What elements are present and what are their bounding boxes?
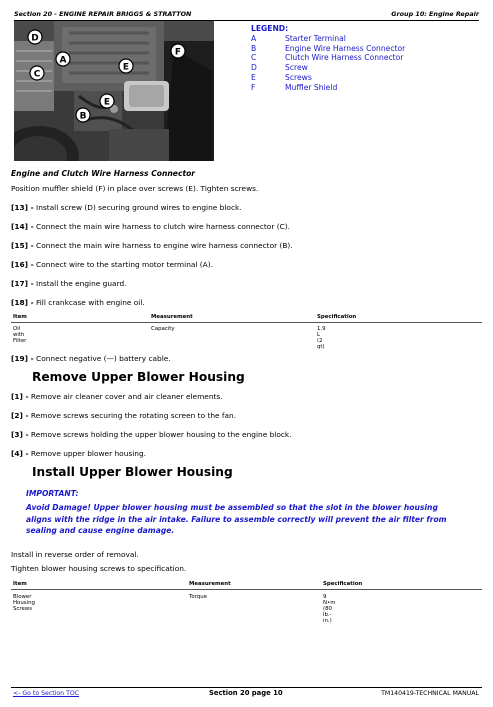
step-number: [4] - xyxy=(11,449,29,458)
legend xyxy=(251,24,405,93)
heading-remove-blower-housing: Remove Upper Blower Housing xyxy=(32,370,245,384)
legend-key: F xyxy=(251,82,256,92)
legend-label: Screws xyxy=(285,72,312,82)
step-text: Connect wire to the starting motor terminal (A). xyxy=(33,260,213,269)
col-header-item: Item xyxy=(13,314,27,320)
go-to-section-toc-link[interactable]: <- Go to Section TOC xyxy=(13,690,80,697)
legend-label: Engine Wire Harness Connector xyxy=(285,43,406,53)
legend-title: LEGEND: xyxy=(251,24,289,33)
col-header-specification: Specification xyxy=(317,314,357,320)
step-text: Remove screws securing the rotating screen to the fan. xyxy=(28,411,237,420)
step-number: [16] - xyxy=(11,260,34,269)
remove-step-4 xyxy=(11,449,146,458)
step-16 xyxy=(11,260,213,269)
legend-key: A xyxy=(251,33,257,43)
remove-step-3 xyxy=(11,430,292,439)
important-label: IMPORTANT: xyxy=(26,489,79,498)
callout-b: B xyxy=(79,111,87,122)
legend-item xyxy=(251,44,405,54)
col-header-specification: Specification xyxy=(323,581,363,587)
remove-step-2 xyxy=(11,411,236,420)
step-number: [19] - xyxy=(11,354,34,363)
step-text: Remove air cleaner cover and air cleaner elements. xyxy=(28,392,223,401)
legend-item xyxy=(251,73,405,83)
legend-label: Clutch Wire Harness Connector xyxy=(285,53,404,63)
legend-key: B xyxy=(251,43,257,53)
legend-label: Starter Terminal xyxy=(285,33,346,43)
install-line-1: Install in reverse order of removal. xyxy=(11,550,139,559)
col-header-measurement: Measurement xyxy=(189,581,231,587)
cell-specification-alt: (80 lb.-in.) xyxy=(323,606,332,624)
step-number: [17] - xyxy=(11,279,34,288)
step-number: [18] - xyxy=(11,298,34,307)
callout-c: C xyxy=(33,69,41,80)
step-14 xyxy=(11,222,290,231)
damage-warning: Avoid Damage! Upper blower housing must be assembled so that the slot in the blower housing aligns with the ridge in the air intake. Failure to assemble correctly will prevent the air filter from sealing and cause engine damage. xyxy=(26,503,447,535)
col-header-item: Item xyxy=(13,581,27,587)
legend-key: E xyxy=(251,72,256,82)
step-13 xyxy=(11,203,242,212)
group-title: Group 10: Engine Repair xyxy=(391,10,479,18)
step-18 xyxy=(11,298,145,307)
cell-item: Oil with Filter xyxy=(13,326,27,344)
step-text: Install screw (D) securing ground wires to engine block. xyxy=(33,203,242,212)
cell-measurement: Capacity xyxy=(151,326,175,332)
callout-d: D xyxy=(31,33,39,44)
cell-specification-alt: (2 qt) xyxy=(317,338,325,350)
step-number: [13] - xyxy=(11,203,34,212)
cell-specification: 9 N•m xyxy=(323,594,336,606)
legend-item xyxy=(251,63,405,73)
callout-e-2: E xyxy=(103,97,111,108)
engine-photo xyxy=(14,21,214,161)
step-text: Connect negative (—) battery cable. xyxy=(33,354,171,363)
step-text: Remove upper blower housing. xyxy=(28,449,147,458)
step-text: Fill crankcase with engine oil. xyxy=(33,298,145,307)
legend-key: C xyxy=(251,53,257,63)
callout-e-1: E xyxy=(122,62,130,73)
legend-item xyxy=(251,53,405,63)
table-rule xyxy=(11,589,482,590)
col-header-measurement: Measurement xyxy=(151,314,193,320)
step-text: Connect the main wire harness to clutch wire harness connector (C). xyxy=(33,222,290,231)
callout-f: F xyxy=(174,47,182,58)
manual-id: TM140419-TECHNICAL MANUAL xyxy=(381,690,479,697)
remove-step-1 xyxy=(11,392,223,401)
step-number: [2] - xyxy=(11,411,29,420)
step-19 xyxy=(11,354,171,363)
cell-item: Blower Housing Screws xyxy=(13,594,35,612)
step-number: [15] - xyxy=(11,241,34,250)
step-number: [3] - xyxy=(11,430,29,439)
legend-key: D xyxy=(251,63,257,73)
table-rule xyxy=(11,322,482,323)
legend-label: Muffler Shield xyxy=(285,82,338,92)
step-number: [14] - xyxy=(11,222,34,231)
figure-caption: Engine and Clutch Wire Harness Connector xyxy=(11,169,196,178)
step-15 xyxy=(11,241,293,250)
intro-text: Position muffler shield (F) in place over screws (E). Tighten screws. xyxy=(11,184,259,193)
page-number: Section 20 page 10 xyxy=(209,689,283,697)
step-number: [1] - xyxy=(11,392,29,401)
step-17 xyxy=(11,279,127,288)
footer-rule xyxy=(11,687,482,688)
cell-specification: 1.9 L xyxy=(317,326,326,338)
legend-item xyxy=(251,34,405,44)
legend-label: Screw xyxy=(285,63,308,73)
step-text: Install the engine guard. xyxy=(33,279,127,288)
step-text: Connect the main wire harness to engine wire harness connector (B). xyxy=(33,241,293,250)
heading-install-blower-housing: Install Upper Blower Housing xyxy=(32,465,233,479)
cell-measurement: Torque xyxy=(189,594,207,600)
legend-item xyxy=(251,83,405,93)
install-line-2: Tighten blower housing screws to specification. xyxy=(11,564,187,573)
step-text: Remove screws holding the upper blower housing to the engine block. xyxy=(28,430,292,439)
section-title: Section 20 - ENGINE REPAIR BRIGGS & STRATTON xyxy=(14,10,192,18)
callout-a: A xyxy=(59,55,67,66)
engine-illustration xyxy=(14,21,214,161)
